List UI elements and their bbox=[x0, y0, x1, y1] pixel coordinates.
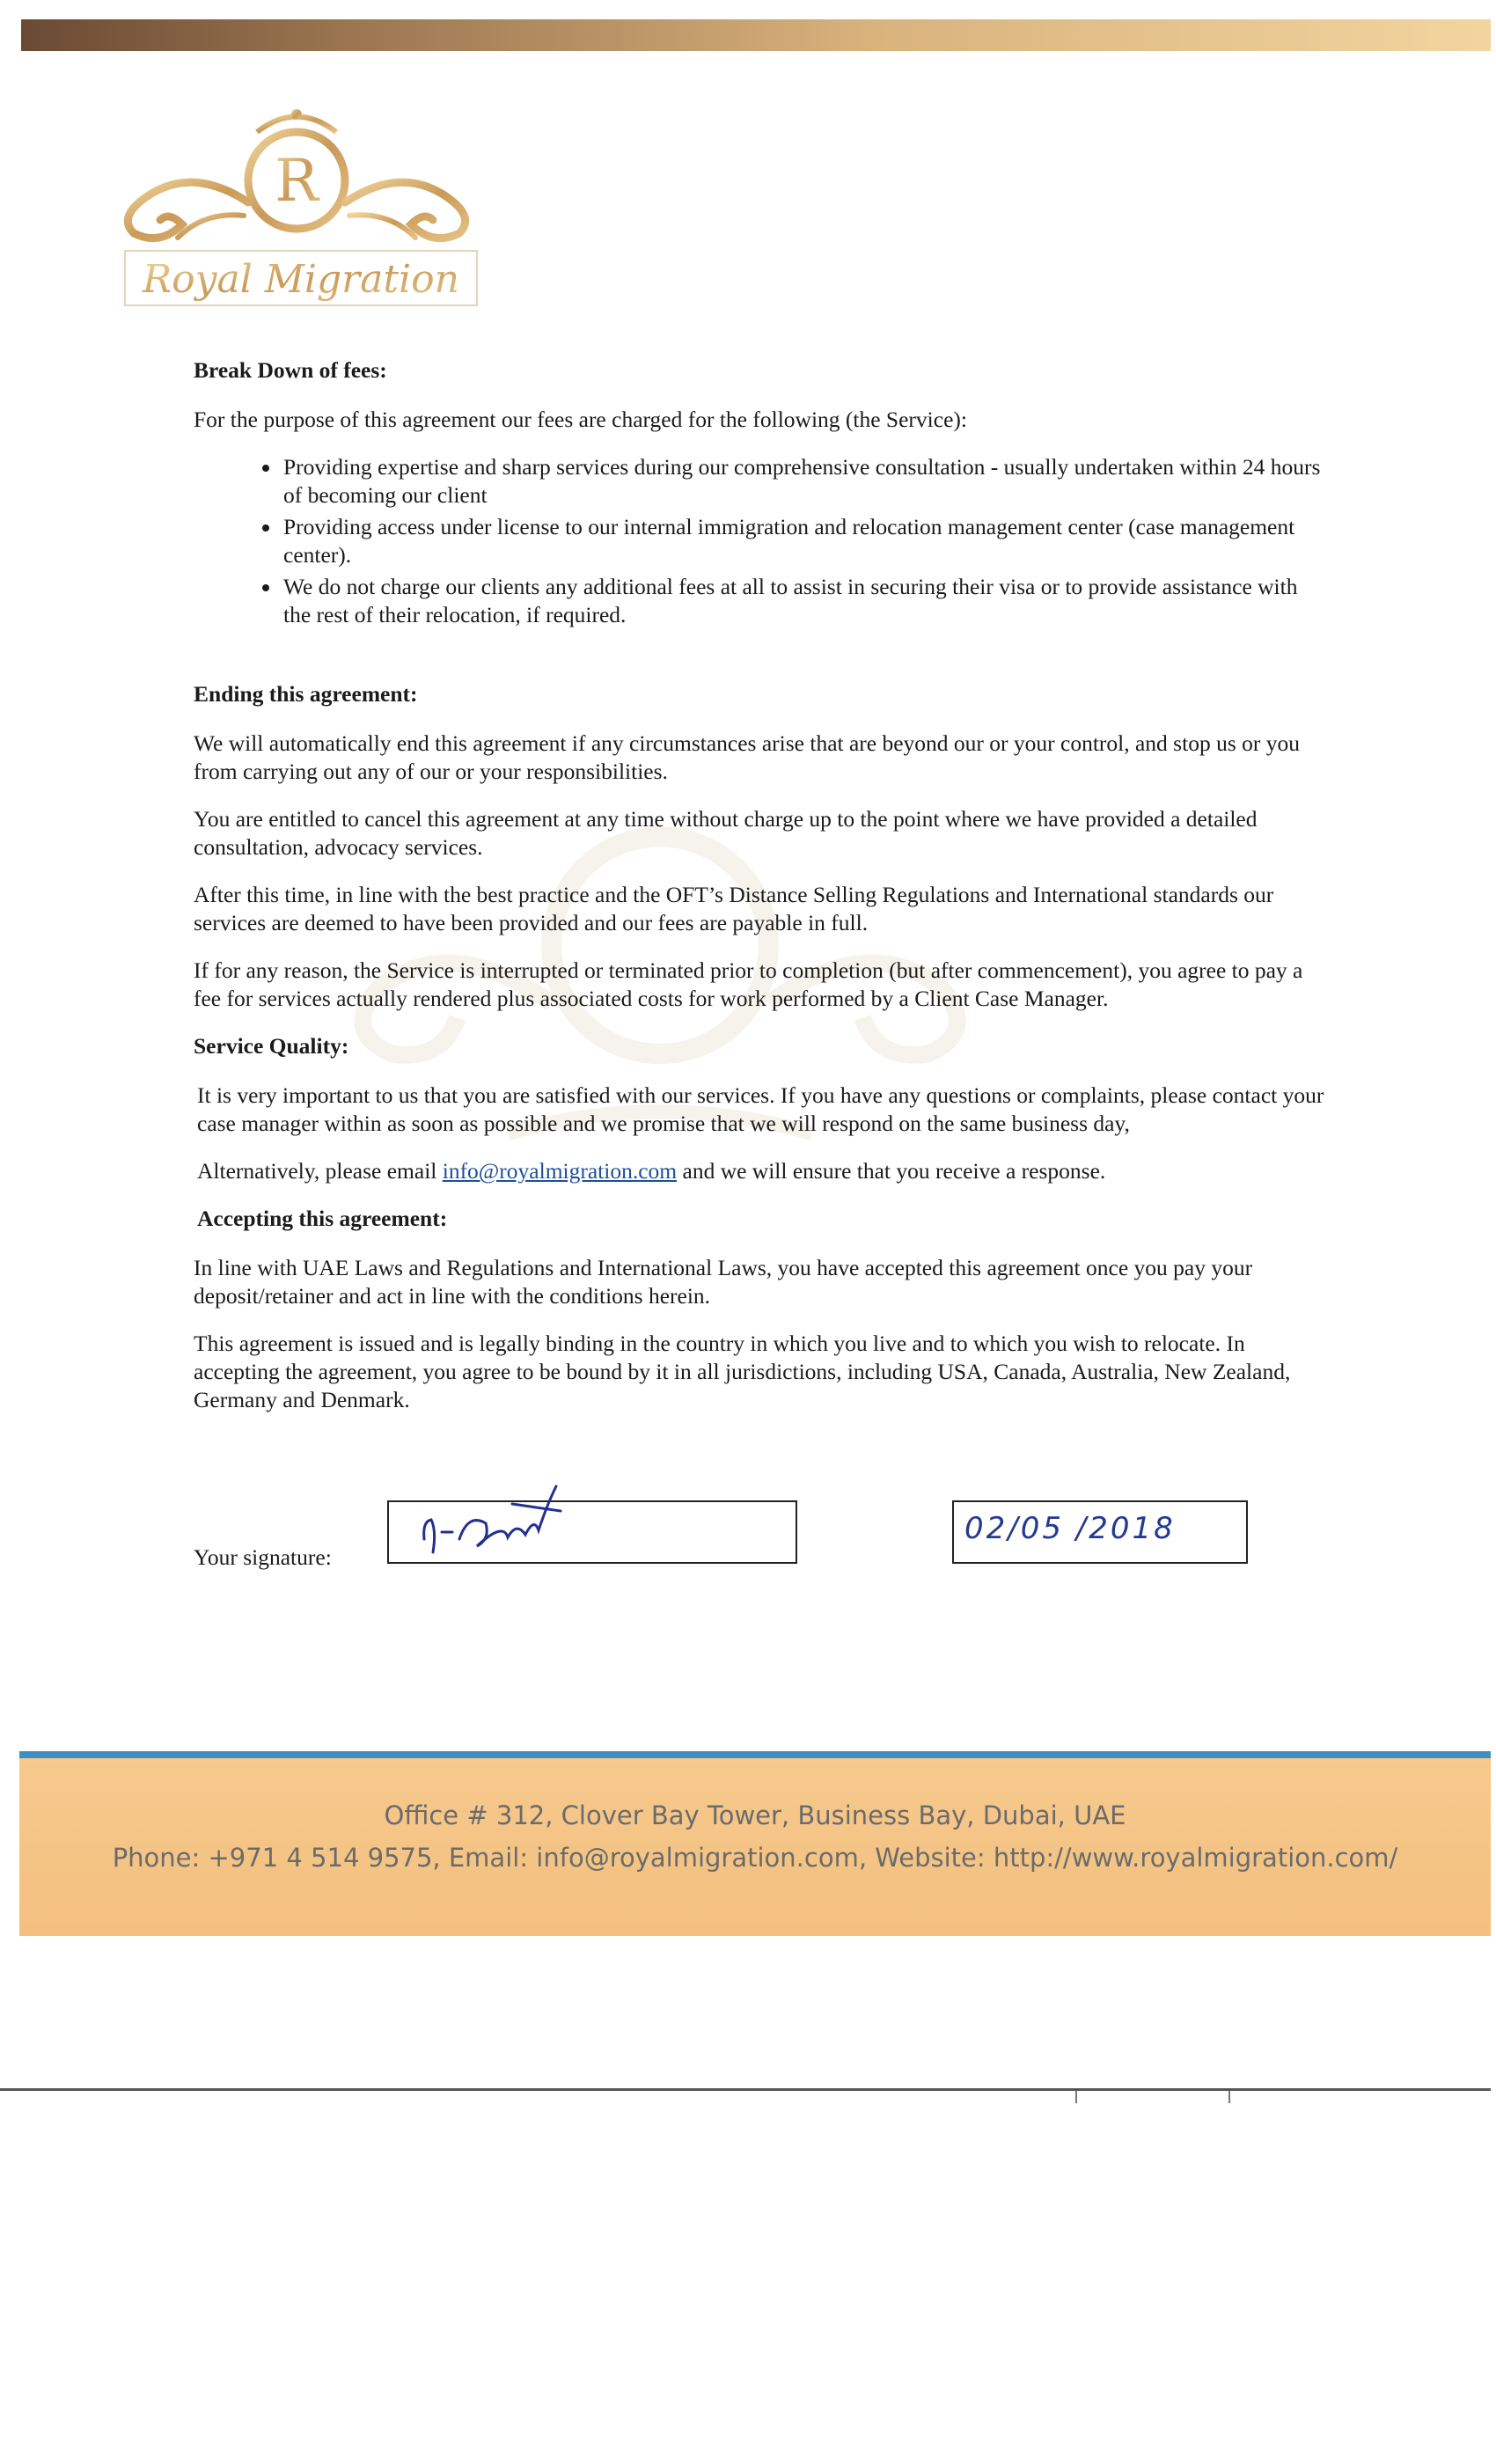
logo-monogram: R bbox=[275, 147, 319, 215]
fees-heading: Break Down of fees: bbox=[194, 357, 387, 383]
ending-paragraph: You are entitled to cancel this agreement at any time without charge up to the point where we have provided a detailed consultation, advocacy services. bbox=[194, 806, 1258, 860]
page-edge-rule bbox=[0, 2088, 1491, 2091]
signature-box bbox=[387, 1500, 797, 1564]
accepting-paragraph: This agreement is issued and is legally binding in the country in which you live and to which you wish to relocate. In accepting the agreement, you agree to be bound by it in all jurisdictions, including USA, Canada, Australia, New Zealand, Germany and Denmark. bbox=[194, 1331, 1291, 1412]
alt-suffix: and we will ensure that you receive a response. bbox=[682, 1158, 1106, 1184]
logo-brand-name: Royal Migration bbox=[143, 257, 459, 302]
royal-migration-logo bbox=[99, 97, 495, 326]
email-link[interactable]: info@royalmigration.com bbox=[442, 1158, 678, 1184]
fees-item: • Providing access under license to our internal immigration and relocation management center (case management center). bbox=[282, 513, 1329, 569]
ending-heading: Ending this agreement: bbox=[194, 681, 418, 707]
handwritten-date: 02/05 /2018 bbox=[964, 1511, 1176, 1546]
signature-section bbox=[194, 1500, 1338, 1588]
signature-label: Your signature: bbox=[194, 1544, 332, 1570]
footer-divider bbox=[19, 1751, 1491, 1758]
quality-alternative bbox=[194, 1157, 1329, 1185]
ending-paragraph: We will automatically end this agreement if any circumstances arise that are beyond our or your control, and stop us or you from carrying out any of our or your responsibilities. bbox=[194, 730, 1300, 784]
header-bar bbox=[21, 19, 1491, 51]
fees-intro: For the purpose of this agreement our fees are charged for the following (the Service): bbox=[194, 407, 967, 432]
date-box bbox=[952, 1500, 1248, 1564]
fees-item: • Providing expertise and sharp services during our comprehensive consultation - usually undertaken within 24 hours of becoming our client bbox=[282, 453, 1329, 510]
quality-heading: Service Quality: bbox=[194, 1033, 349, 1059]
alt-prefix: Alternatively, please email bbox=[197, 1158, 437, 1184]
footer-contact: Phone: +971 4 514 9575, Email: info@royalmigration.com, Website: http://www.royalmigration.com/ bbox=[112, 1843, 1398, 1873]
ending-paragraph: After this time, in line with the best practice and the OFT’s Distance Selling Regulations and International standards our services are deemed to have been provided and our fees are payable in full. bbox=[194, 882, 1274, 935]
fees-item: • We do not charge our clients any additional fees at all to assist in securing their visa or to provide assistance with the rest of their relocation, if required. bbox=[282, 573, 1329, 629]
edge-tick bbox=[1228, 2091, 1230, 2103]
edge-tick bbox=[1075, 2091, 1077, 2103]
footer bbox=[19, 1758, 1491, 1936]
footer-address: Office # 312, Clover Bay Tower, Business Bay, Dubai, UAE bbox=[384, 1800, 1126, 1830]
agreement-body bbox=[194, 356, 1329, 1434]
quality-paragraph: It is very important to us that you are satisfied with our services. If you have any questions or complaints, please contact your case manager within as soon as possible and we promise that we will respond on the same business day, bbox=[197, 1082, 1324, 1136]
handwritten-signature bbox=[407, 1469, 600, 1566]
accepting-heading: Accepting this agreement: bbox=[197, 1206, 448, 1231]
accepting-paragraph: In line with UAE Laws and Regulations and International Laws, you have accepted this agreement once you pay your deposit/retainer and act in line with the conditions herein. bbox=[194, 1255, 1253, 1309]
ending-paragraph: If for any reason, the Service is interrupted or terminated prior to completion (but after commencement), you agree to pay a fee for services actually rendered plus associated costs for work performed by a Client Case Manager. bbox=[194, 957, 1303, 1011]
fees-list bbox=[194, 453, 1329, 629]
